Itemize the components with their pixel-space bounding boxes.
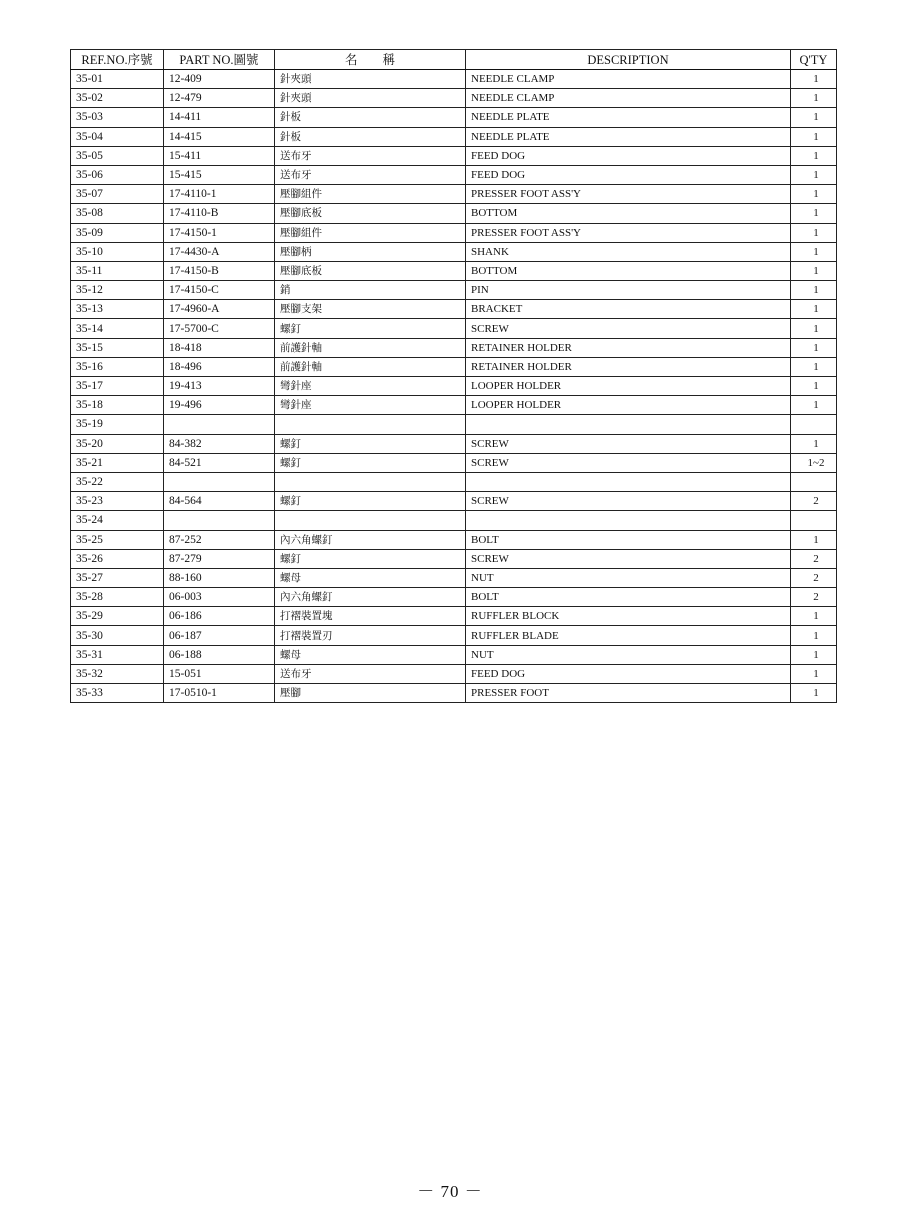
qty-cell: 2 [791,568,837,587]
qty-cell: 1 [791,300,837,319]
table-row [71,588,837,607]
table-row [71,281,837,300]
ref-cell: 35-10 [71,242,164,261]
name-cell: 螺釘 [275,453,466,472]
part-no-cell: 17-4150-1 [164,223,275,242]
ref-cell: 35-20 [71,434,164,453]
qty-cell [791,472,837,491]
part-no-cell: 06-186 [164,607,275,626]
name-cell: 彎針座 [275,377,466,396]
ref-cell: 35-28 [71,588,164,607]
part-no-cell: 18-418 [164,338,275,357]
ref-cell: 35-06 [71,165,164,184]
table-row [71,684,837,703]
part-no-cell: 06-003 [164,588,275,607]
ref-cell: 35-32 [71,664,164,683]
ref-cell: 35-13 [71,300,164,319]
part-no-cell: 15-051 [164,664,275,683]
name-cell: 送布牙 [275,664,466,683]
table-row [71,242,837,261]
description-cell: SCREW [466,434,791,453]
name-cell: 壓腳組件 [275,223,466,242]
table-row [71,357,837,376]
qty-cell: 1 [791,89,837,108]
ref-cell: 35-14 [71,319,164,338]
table-row [71,492,837,511]
ref-cell: 35-02 [71,89,164,108]
name-cell: 前護針軸 [275,338,466,357]
ref-cell: 35-18 [71,396,164,415]
description-cell: BOTTOM [466,261,791,280]
part-no-cell: 84-564 [164,492,275,511]
part-no-cell: 19-496 [164,396,275,415]
name-cell: 螺母 [275,645,466,664]
description-cell: SCREW [466,453,791,472]
qty-cell: 1 [791,664,837,683]
qty-cell: 1 [791,530,837,549]
qty-cell [791,415,837,434]
qty-cell [791,511,837,530]
qty-cell: 1 [791,645,837,664]
part-no-cell: 15-415 [164,165,275,184]
header-description: DESCRIPTION [466,50,791,70]
qty-cell: 1 [791,70,837,89]
name-cell: 螺釘 [275,492,466,511]
ref-cell: 35-22 [71,472,164,491]
part-no-cell: 06-188 [164,645,275,664]
ref-cell: 35-12 [71,281,164,300]
description-cell: LOOPER HOLDER [466,396,791,415]
qty-cell: 2 [791,549,837,568]
part-no-cell: 17-4430-A [164,242,275,261]
qty-cell: 1 [791,338,837,357]
ref-cell: 35-26 [71,549,164,568]
table-row [71,319,837,338]
qty-cell: 1 [791,281,837,300]
part-no-cell: 17-0510-1 [164,684,275,703]
ref-cell: 35-19 [71,415,164,434]
table-row [71,89,837,108]
part-no-cell: 84-382 [164,434,275,453]
table-body [71,70,837,703]
qty-cell: 1 [791,127,837,146]
name-cell: 針夾頭 [275,89,466,108]
table-row [71,70,837,89]
description-cell: NEEDLE CLAMP [466,70,791,89]
description-cell: SHANK [466,242,791,261]
description-cell [466,472,791,491]
ref-cell: 35-29 [71,607,164,626]
ref-cell: 35-25 [71,530,164,549]
description-cell: NEEDLE PLATE [466,108,791,127]
table-row [71,626,837,645]
qty-cell: 1 [791,377,837,396]
table-row [71,377,837,396]
name-cell: 針板 [275,108,466,127]
table-row [71,108,837,127]
name-cell: 送布牙 [275,165,466,184]
description-cell: PRESSER FOOT ASS'Y [466,185,791,204]
name-cell: 螺釘 [275,434,466,453]
part-no-cell: 87-279 [164,549,275,568]
description-cell: BOLT [466,588,791,607]
part-no-cell: 87-252 [164,530,275,549]
qty-cell: 1 [791,108,837,127]
qty-cell: 1~2 [791,453,837,472]
page-number: － 70 － [417,1182,483,1201]
table-row [71,185,837,204]
ref-cell: 35-05 [71,146,164,165]
qty-cell: 1 [791,165,837,184]
name-cell [275,511,466,530]
table-row [71,568,837,587]
name-cell: 螺母 [275,568,466,587]
ref-cell: 35-21 [71,453,164,472]
part-no-cell [164,415,275,434]
name-cell: 送布牙 [275,146,466,165]
name-cell: 壓腳底板 [275,204,466,223]
description-cell [466,511,791,530]
table-row [71,472,837,491]
ref-cell: 35-30 [71,626,164,645]
part-no-cell: 19-413 [164,377,275,396]
name-cell: 壓腳柄 [275,242,466,261]
ref-cell: 35-08 [71,204,164,223]
description-cell: SCREW [466,319,791,338]
part-no-cell: 17-4110-1 [164,185,275,204]
qty-cell: 2 [791,492,837,511]
name-cell: 內六角螺釘 [275,530,466,549]
description-cell: NEEDLE CLAMP [466,89,791,108]
name-cell: 壓腳支架 [275,300,466,319]
part-no-cell: 17-4150-B [164,261,275,280]
name-cell: 打褶裝置塊 [275,607,466,626]
description-cell: LOOPER HOLDER [466,377,791,396]
table-header-row [71,50,837,70]
name-cell [275,472,466,491]
part-no-cell: 84-521 [164,453,275,472]
table-row [71,396,837,415]
name-cell: 針板 [275,127,466,146]
qty-cell: 1 [791,396,837,415]
description-cell: FEED DOG [466,165,791,184]
name-cell: 壓腳底板 [275,261,466,280]
qty-cell: 1 [791,242,837,261]
table-row [71,415,837,434]
description-cell: RETAINER HOLDER [466,357,791,376]
table-row [71,530,837,549]
description-cell: RUFFLER BLADE [466,626,791,645]
ref-cell: 35-24 [71,511,164,530]
qty-cell: 1 [791,185,837,204]
description-cell: SCREW [466,492,791,511]
part-no-cell: 06-187 [164,626,275,645]
part-no-cell: 14-415 [164,127,275,146]
qty-cell: 1 [791,357,837,376]
table-row [71,511,837,530]
description-cell: PIN [466,281,791,300]
table-row [71,549,837,568]
part-no-cell: 17-4110-B [164,204,275,223]
part-no-cell: 15-411 [164,146,275,165]
description-cell: NUT [466,568,791,587]
description-cell: PRESSER FOOT ASS'Y [466,223,791,242]
description-cell: BRACKET [466,300,791,319]
table-row [71,607,837,626]
table-row [71,338,837,357]
description-cell: RETAINER HOLDER [466,338,791,357]
part-no-cell [164,472,275,491]
table-row [71,223,837,242]
table-row [71,127,837,146]
part-no-cell: 17-4960-A [164,300,275,319]
name-cell: 彎針座 [275,396,466,415]
qty-cell: 1 [791,626,837,645]
table-row [71,645,837,664]
table-row [71,146,837,165]
description-cell: BOTTOM [466,204,791,223]
part-no-cell: 14-411 [164,108,275,127]
part-no-cell: 17-4150-C [164,281,275,300]
part-no-cell [164,511,275,530]
ref-cell: 35-09 [71,223,164,242]
ref-cell: 35-01 [71,70,164,89]
ref-cell: 35-16 [71,357,164,376]
description-cell: FEED DOG [466,146,791,165]
header-part-no: PART NO.圖號 [164,50,275,70]
name-cell: 打褶裝置刃 [275,626,466,645]
ref-cell: 35-23 [71,492,164,511]
parts-table [70,49,837,703]
qty-cell: 1 [791,684,837,703]
table-row [71,261,837,280]
table-row [71,300,837,319]
description-cell: NEEDLE PLATE [466,127,791,146]
header-name: 名 稱 [275,50,466,70]
qty-cell: 1 [791,146,837,165]
ref-cell: 35-15 [71,338,164,357]
ref-cell: 35-27 [71,568,164,587]
ref-cell: 35-33 [71,684,164,703]
qty-cell: 2 [791,588,837,607]
description-cell: NUT [466,645,791,664]
table-row [71,434,837,453]
name-cell [275,415,466,434]
table-row [71,453,837,472]
part-no-cell: 18-496 [164,357,275,376]
description-cell [466,415,791,434]
header-qty: Q'TY [791,50,837,70]
part-no-cell: 17-5700-C [164,319,275,338]
description-cell: SCREW [466,549,791,568]
qty-cell: 1 [791,204,837,223]
qty-cell: 1 [791,223,837,242]
ref-cell: 35-07 [71,185,164,204]
name-cell: 銷 [275,281,466,300]
part-no-cell: 12-479 [164,89,275,108]
description-cell: BOLT [466,530,791,549]
name-cell: 壓腳 [275,684,466,703]
ref-cell: 35-11 [71,261,164,280]
ref-cell: 35-03 [71,108,164,127]
name-cell: 螺釘 [275,549,466,568]
table-row [71,664,837,683]
name-cell: 壓腳組件 [275,185,466,204]
name-cell: 內六角螺釘 [275,588,466,607]
header-ref-no: REF.NO.序號 [71,50,164,70]
name-cell: 前護針軸 [275,357,466,376]
description-cell: PRESSER FOOT [466,684,791,703]
qty-cell: 1 [791,607,837,626]
qty-cell: 1 [791,434,837,453]
name-cell: 針夾頭 [275,70,466,89]
part-no-cell: 12-409 [164,70,275,89]
name-cell: 螺釘 [275,319,466,338]
description-cell: FEED DOG [466,664,791,683]
part-no-cell: 88-160 [164,568,275,587]
ref-cell: 35-04 [71,127,164,146]
qty-cell: 1 [791,261,837,280]
table-row [71,165,837,184]
qty-cell: 1 [791,319,837,338]
ref-cell: 35-31 [71,645,164,664]
ref-cell: 35-17 [71,377,164,396]
description-cell: RUFFLER BLOCK [466,607,791,626]
table-row [71,204,837,223]
